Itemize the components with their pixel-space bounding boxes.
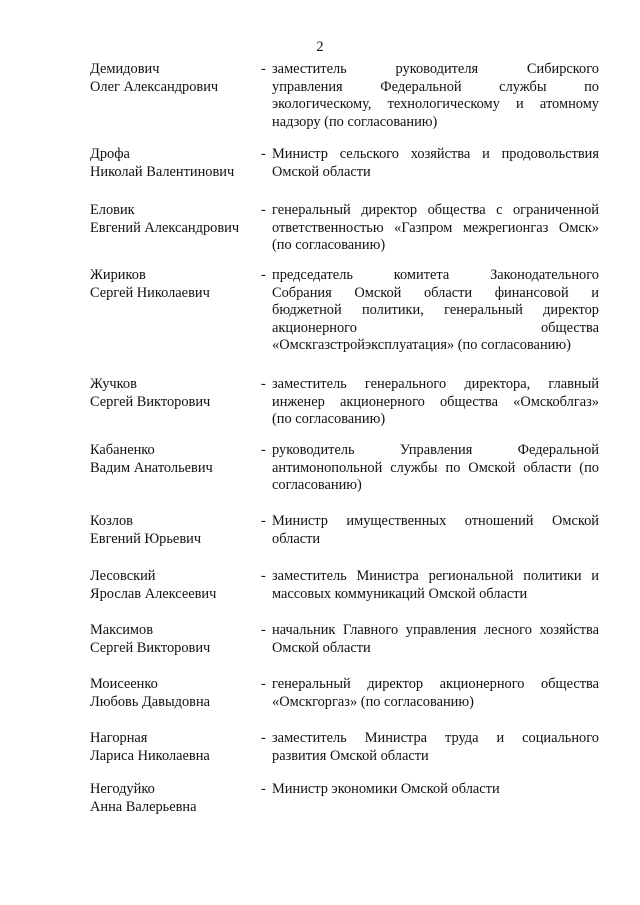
member-position (272, 513, 599, 548)
member-position (272, 267, 599, 355)
member-surname: Демидович (90, 61, 160, 77)
member-name (90, 568, 255, 603)
member-given-names: Олег Александрович (90, 78, 219, 95)
position-line: руководитель Управления Федеральной (272, 442, 599, 458)
position-line: Министр экономики Омской области (272, 781, 500, 797)
member-given-names: Сергей Викторович (90, 639, 211, 656)
position-line: «Омскгазстройэксплуатация» (по согласованию) (272, 337, 571, 354)
member-name (90, 513, 255, 548)
position-line: акционерного общества (272, 319, 599, 336)
member-given-names: Николай Валентинович (90, 163, 235, 180)
member-position (272, 568, 599, 603)
dash-separator: - (261, 267, 266, 283)
member-name (90, 267, 255, 302)
position-line: генеральный директор акционерного общества (272, 676, 599, 692)
member-name (90, 781, 255, 816)
member-given-names: Сергей Николаевич (90, 284, 210, 301)
position-line: развития Омской области (272, 747, 429, 764)
position-line: заместитель Министра труда и социального (272, 730, 599, 746)
position-line: Омской области (272, 639, 371, 656)
member-position (272, 730, 599, 765)
member-name (90, 61, 255, 96)
member-surname: Максимов (90, 622, 154, 638)
position-line: надзору (по согласованию) (272, 113, 438, 130)
member-surname: Дрофа (90, 146, 130, 162)
member-given-names: Анна Валерьевна (90, 798, 197, 815)
position-line: (по согласованию) (272, 411, 386, 428)
position-line: заместитель руководителя Сибирского (272, 61, 599, 77)
position-line: председатель комитета Законодательного (272, 267, 599, 283)
position-line: начальник Главного управления лесного хозяйства (272, 622, 599, 638)
position-line: Омской области (272, 163, 371, 180)
position-line: бюджетной политики, генеральный директор (272, 302, 599, 319)
position-line: области (272, 530, 321, 547)
member-surname: Еловик (90, 202, 135, 218)
position-line: управления Федеральной службы по (272, 78, 599, 95)
member-name (90, 146, 255, 181)
position-line: Министр имущественных отношений Омской (272, 513, 599, 529)
member-position (272, 781, 599, 799)
member-given-names: Евгений Александрович (90, 219, 240, 236)
member-surname: Нагорная (90, 730, 148, 746)
member-position (272, 61, 599, 131)
member-position (272, 146, 599, 181)
position-line: заместитель генерального директора, главный (272, 376, 599, 392)
dash-separator: - (261, 376, 266, 392)
member-name (90, 202, 255, 237)
position-line: генеральный директор общества с ограниченной (272, 202, 599, 218)
dash-separator: - (261, 622, 266, 638)
member-surname: Лесовский (90, 568, 156, 584)
member-position (272, 622, 599, 657)
dash-separator: - (261, 442, 266, 458)
member-name (90, 676, 255, 711)
page-number: 2 (316, 39, 324, 55)
member-surname: Моисеенко (90, 676, 158, 692)
member-name (90, 622, 255, 657)
dash-separator: - (261, 676, 266, 692)
member-position (272, 442, 599, 495)
member-position (272, 676, 599, 711)
member-given-names: Евгений Юрьевич (90, 530, 202, 547)
position-line: инженер акционерного общества «Омскоблгаз» (272, 393, 599, 410)
member-position (272, 376, 599, 429)
member-name (90, 442, 255, 477)
member-given-names: Сергей Викторович (90, 393, 211, 410)
member-name (90, 730, 255, 765)
dash-separator: - (261, 146, 266, 162)
position-line: ответственностью «Газпром межрегионгаз Омск» (272, 219, 599, 236)
dash-separator: - (261, 568, 266, 584)
member-given-names: Лариса Николаевна (90, 747, 210, 764)
position-line: «Омскгоргаз» (по согласованию) (272, 693, 474, 710)
dash-separator: - (261, 781, 266, 797)
member-given-names: Любовь Давыдовна (90, 693, 211, 710)
member-name (90, 376, 255, 411)
position-line: антимонопольной службы по Омской области (по (272, 459, 599, 476)
member-surname: Козлов (90, 513, 133, 529)
member-surname: Кабаненко (90, 442, 155, 458)
position-line: массовых коммуникаций Омской области (272, 585, 528, 602)
position-line: Министр сельского хозяйства и продовольствия (272, 146, 599, 162)
dash-separator: - (261, 61, 266, 77)
position-line: заместитель Министра региональной политики и (272, 568, 599, 584)
position-line: согласованию) (272, 477, 362, 494)
position-line: Собрания Омской области финансовой и (272, 284, 599, 301)
dash-separator: - (261, 730, 266, 746)
member-surname: Жириков (90, 267, 146, 283)
position-line: экологическому, технологическому и атомному (272, 96, 599, 113)
dash-separator: - (261, 202, 266, 218)
member-surname: Жучков (90, 376, 137, 392)
member-position (272, 202, 599, 255)
member-given-names: Вадим Анатольевич (90, 459, 213, 476)
position-line: (по согласованию) (272, 237, 386, 254)
dash-separator: - (261, 513, 266, 529)
member-given-names: Ярослав Алексеевич (90, 585, 217, 602)
member-surname: Негодуйко (90, 781, 155, 797)
